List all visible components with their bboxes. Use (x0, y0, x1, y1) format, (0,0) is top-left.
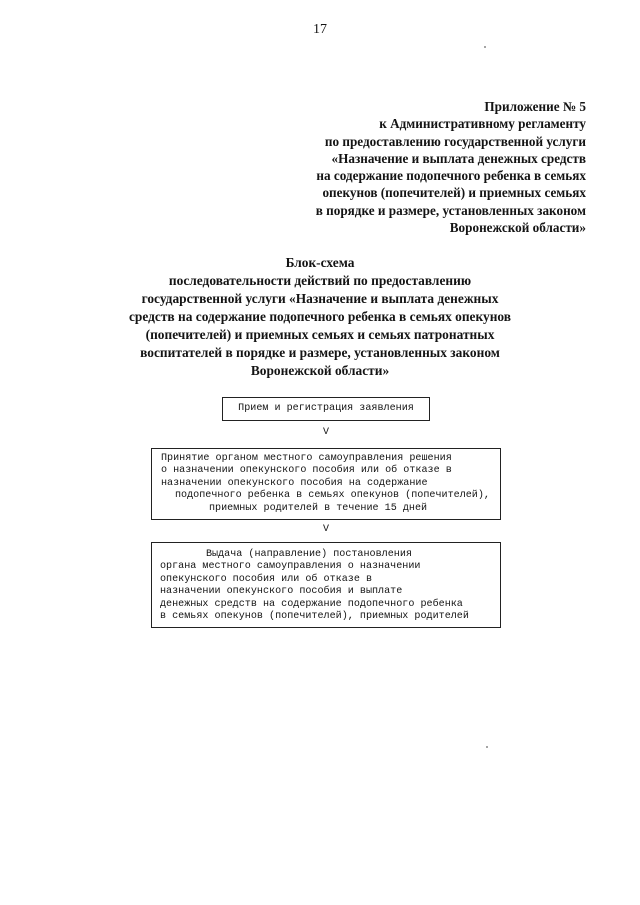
appendix-line: опекунов (попечителей) и приемных семьях (322, 185, 586, 201)
scan-speck (484, 46, 486, 48)
scan-speck (486, 746, 488, 748)
title-line: Воронежской области» (250, 363, 390, 378)
step-text-line: назначении опекунского пособия на содержание (161, 477, 428, 489)
step-text: Прием и регистрация заявления (238, 403, 414, 414)
step-text-line: назначении опекунского пособия и выплате (160, 586, 403, 598)
appendix-line: по предоставлению государственной услуги (324, 133, 586, 149)
step-text-line: органа местного самоуправления о назначении (160, 561, 421, 573)
title-line: воспитателей в порядке и размере, установленных законом (140, 345, 500, 360)
flow-arrow-down: V (322, 427, 329, 438)
step-text-line: приемных родителей в течение 15 дней (209, 502, 428, 514)
appendix-line: Приложение № 5 (484, 99, 586, 114)
flowchart-step-decision (151, 448, 501, 520)
appendix-line: Воронежской области» (449, 220, 586, 236)
title-line: средств на содержание подопечного ребенка в семьях опекунов (128, 309, 512, 324)
step-text-line: в семьях опекунов (попечителей), приемных родителей (160, 611, 469, 623)
flow-arrow-down: V (322, 524, 329, 535)
flowchart-step-registration (222, 397, 430, 421)
appendix-line: «Назначение и выплата денежных средств (331, 150, 586, 166)
title-line: (попечителей) и приемных семьях и семьях патронатных (145, 327, 495, 342)
flowchart-title (110, 254, 530, 380)
flowchart-step-issuance (151, 542, 501, 628)
step-text-line: опекунского пособия или об отказе в (160, 573, 373, 585)
appendix-line: в порядке и размере, установленных законом (315, 202, 586, 218)
page-number: 17 (313, 22, 327, 37)
title-line: последовательности действий по предоставлению (168, 273, 472, 288)
step-text-line: подопечного ребенка в семьях опекунов (попечителей), (175, 490, 490, 502)
appendix-header (226, 98, 586, 236)
title-line: Блок-схема (285, 255, 355, 270)
step-text-line: денежных средств на содержание подопечного ребенка (160, 598, 463, 610)
appendix-line: к Административному регламенту (379, 116, 586, 132)
step-text-line: Выдача (направление) постановления (206, 549, 412, 560)
appendix-line: на содержание подопечного ребенка в семьях (316, 168, 586, 184)
title-line: государственной услуги «Назначение и выплата денежных (141, 291, 499, 306)
step-text-line: Принятие органом местного самоуправления решения (161, 453, 452, 464)
step-text-line: о назначении опекунского пособия или об отказе в (161, 465, 452, 477)
